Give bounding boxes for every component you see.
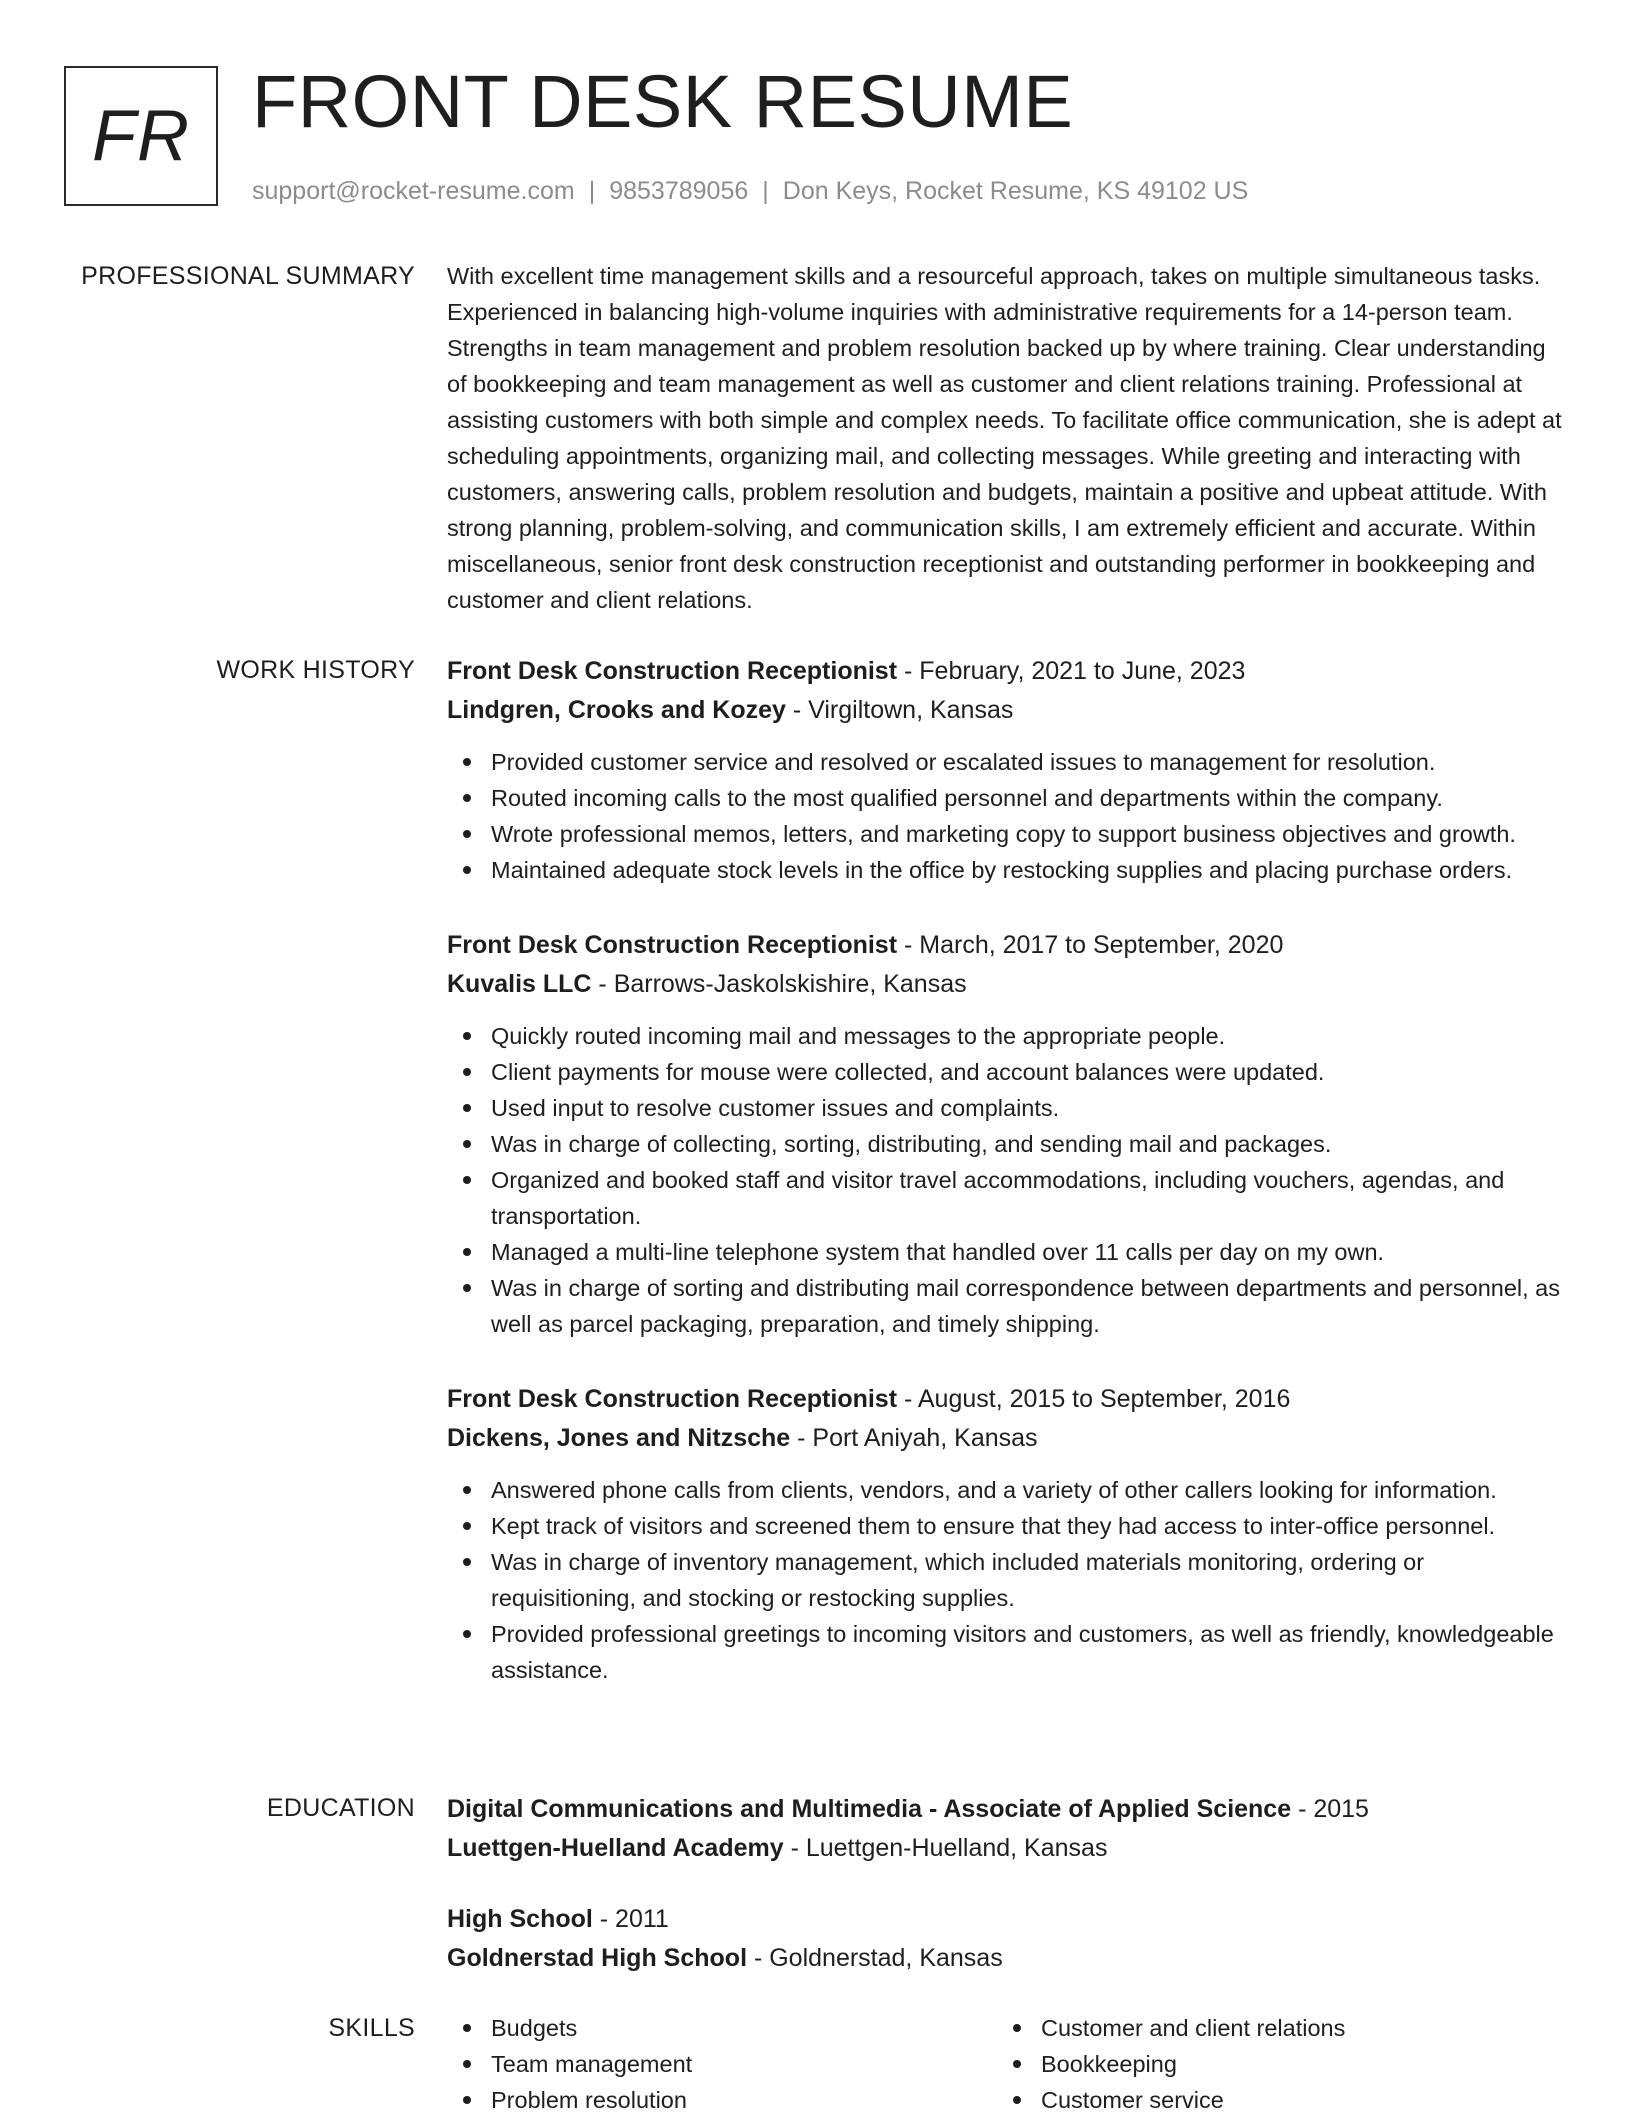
job-company: Dickens, Jones and Nitzsche bbox=[447, 1424, 791, 1452]
education-school-line bbox=[447, 1939, 1567, 1978]
monogram-badge bbox=[64, 66, 218, 206]
job-title-line bbox=[447, 652, 1567, 691]
skills-column-right bbox=[997, 2010, 1547, 2118]
education-school: Goldnerstad High School bbox=[447, 1944, 748, 1972]
education-location: - Goldnerstad, Kansas bbox=[747, 1944, 1003, 1972]
education-entry bbox=[447, 1790, 1567, 1868]
contact-address: Don Keys, Rocket Resume, KS 49102 US bbox=[782, 177, 1249, 205]
education-entry bbox=[447, 1900, 1567, 1978]
education-school-line bbox=[447, 1829, 1567, 1868]
section-label-work-history: WORK HISTORY bbox=[216, 656, 415, 684]
job-company: Lindgren, Crooks and Kozey bbox=[447, 696, 786, 724]
education-year: - 2011 bbox=[592, 1905, 669, 1933]
job-entry bbox=[447, 1380, 1567, 1688]
job-bullet: Routed incoming calls to the most qualified personnel and departments within the company. bbox=[447, 780, 1567, 816]
education-degree-line bbox=[447, 1790, 1567, 1829]
skills-column-left bbox=[447, 2010, 997, 2118]
job-title: Front Desk Construction Receptionist bbox=[447, 1385, 898, 1413]
job-bullet: Was in charge of collecting, sorting, distributing, and sending mail and packages. bbox=[447, 1126, 1567, 1162]
job-bullet: Quickly routed incoming mail and messages to the appropriate people. bbox=[447, 1018, 1567, 1054]
skill-item: Budgets bbox=[447, 2010, 997, 2046]
job-bullet: Provided customer service and resolved or escalated issues to management for resolution. bbox=[447, 744, 1567, 780]
education-location: - Luettgen-Huelland, Kansas bbox=[783, 1834, 1108, 1862]
section-label-summary: PROFESSIONAL SUMMARY bbox=[81, 262, 415, 290]
job-bullet: Maintained adequate stock levels in the office by restocking supplies and placing purchase orders. bbox=[447, 852, 1567, 888]
education-school: Luettgen-Huelland Academy bbox=[447, 1834, 784, 1862]
education-year: - 2015 bbox=[1291, 1795, 1369, 1823]
resume-title: FRONT DESK RESUME bbox=[252, 60, 1074, 143]
job-bullet: Used input to resolve customer issues and complaints. bbox=[447, 1090, 1567, 1126]
job-bullet-list bbox=[447, 1472, 1567, 1688]
education-body bbox=[447, 1790, 1567, 2010]
job-entry bbox=[447, 926, 1567, 1342]
job-company: Kuvalis LLC bbox=[447, 970, 592, 998]
contact-phone[interactable]: 9853789056 bbox=[609, 177, 749, 205]
job-bullet: Client payments for mouse were collected, and account balances were updated. bbox=[447, 1054, 1567, 1090]
job-bullet: Provided professional greetings to incoming visitors and customers, as well as friendly, knowledgeable assistance. bbox=[447, 1616, 1567, 1688]
section-label-education: EDUCATION bbox=[266, 1794, 415, 1822]
contact-email[interactable]: support@rocket-resume.com bbox=[252, 177, 575, 205]
job-dates: - March, 2017 to September, 2020 bbox=[897, 931, 1284, 959]
skill-item: Problem resolution bbox=[447, 2082, 997, 2118]
job-bullet: Organized and booked staff and visitor travel accommodations, including vouchers, agendas, and transportation. bbox=[447, 1162, 1567, 1234]
monogram-text: FR bbox=[92, 96, 190, 176]
summary-text: With excellent time management skills and a resourceful approach, takes on multiple simultaneous tasks. Experienced in balancing high-volume inquiries with administrative requirements for a 14-person team. Strengths in team management and problem resolution backed up by where training. Clear understanding of bookkeeping and team management as well as customer and client relations training. Professional at assisting customers with both simple and complex needs. To facilitate office communication, she is adept at scheduling appointments, organizing mail, and collecting messages. While greeting and interacting with customers, answering calls, problem resolution and budgets, maintain a positive and upbeat attitude. With strong planning, problem-solving, and communication skills, I am extremely efficient and accurate. Within miscellaneous, senior front desk construction receptionist and outstanding performer in bookkeeping and customer and client relations. bbox=[447, 263, 1562, 613]
skills-grid bbox=[447, 2010, 1567, 2118]
job-bullet: Answered phone calls from clients, vendors, and a variety of other callers looking for information. bbox=[447, 1472, 1567, 1508]
skill-item: Bookkeeping bbox=[997, 2046, 1547, 2082]
job-bullet-list bbox=[447, 744, 1567, 888]
education-degree: High School bbox=[447, 1905, 593, 1933]
job-bullet: Was in charge of sorting and distributing mail correspondence between departments and personnel, as well as parcel packaging, preparation, and timely shipping. bbox=[447, 1270, 1567, 1342]
job-company-line bbox=[447, 1419, 1567, 1458]
skill-item: Customer and client relations bbox=[997, 2010, 1547, 2046]
job-title-line bbox=[447, 926, 1567, 965]
contact-separator: | bbox=[588, 177, 596, 205]
summary-body bbox=[447, 258, 1567, 618]
contact-separator: | bbox=[762, 177, 769, 205]
job-location: - Port Aniyah, Kansas bbox=[790, 1424, 1038, 1452]
job-bullet: Kept track of visitors and screened them to ensure that they had access to inter-office personnel. bbox=[447, 1508, 1567, 1544]
skill-item: Team management bbox=[447, 2046, 997, 2082]
education-degree-line bbox=[447, 1900, 1567, 1939]
job-title: Front Desk Construction Receptionist bbox=[447, 931, 898, 959]
job-bullet: Was in charge of inventory management, which included materials monitoring, ordering or requisitioning, and stocking or restocking supplies. bbox=[447, 1544, 1567, 1616]
job-dates: - August, 2015 to September, 2016 bbox=[897, 1385, 1291, 1413]
contact-line bbox=[252, 175, 1248, 207]
job-entry bbox=[447, 652, 1567, 888]
education-degree: Digital Communications and Multimedia - Associate of Applied Science bbox=[447, 1795, 1292, 1823]
job-bullet: Wrote professional memos, letters, and marketing copy to support business objectives and growth. bbox=[447, 816, 1567, 852]
job-title: Front Desk Construction Receptionist bbox=[447, 657, 898, 685]
job-location: - Barrows-Jaskolskishire, Kansas bbox=[591, 970, 967, 998]
skill-item: Customer service bbox=[997, 2082, 1547, 2118]
work-history-body bbox=[447, 652, 1567, 1726]
job-bullet-list bbox=[447, 1018, 1567, 1342]
job-company-line bbox=[447, 691, 1567, 730]
job-company-line bbox=[447, 965, 1567, 1004]
job-bullet: Managed a multi-line telephone system that handled over 11 calls per day on my own. bbox=[447, 1234, 1567, 1270]
job-dates: - February, 2021 to June, 2023 bbox=[897, 657, 1246, 685]
section-label-skills: SKILLS bbox=[328, 2014, 415, 2042]
job-title-line bbox=[447, 1380, 1567, 1419]
job-location: - Virgiltown, Kansas bbox=[785, 696, 1014, 724]
skills-body bbox=[447, 2010, 1567, 2118]
